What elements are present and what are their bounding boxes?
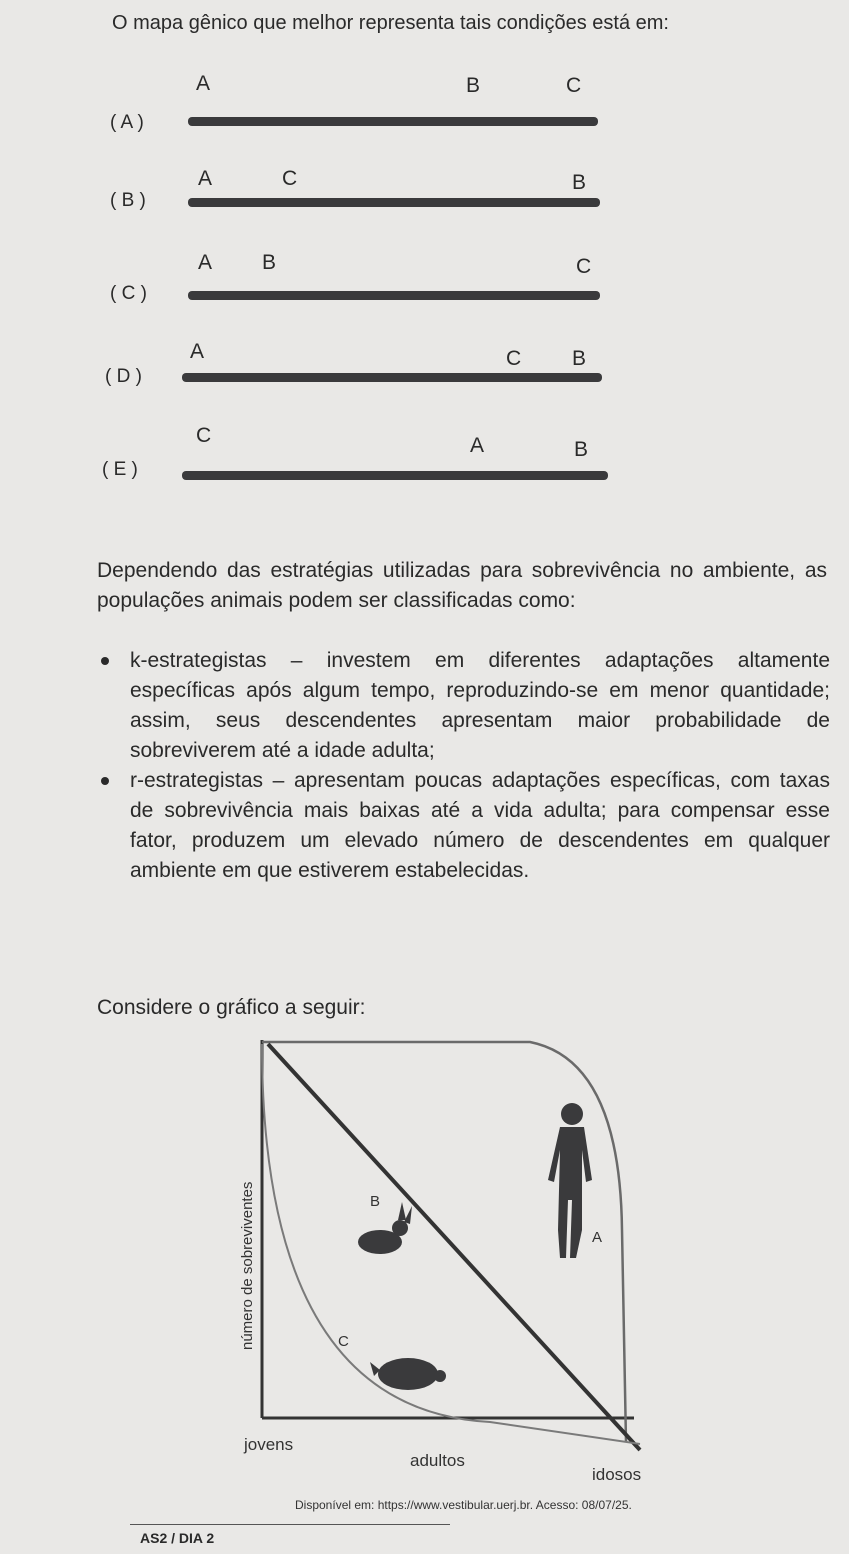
list-item — [97, 766, 830, 886]
curve-label-a: A — [592, 1229, 603, 1246]
option-c-gene-3: C — [576, 255, 592, 278]
x-label-idosos: idosos — [592, 1465, 642, 1484]
option-d-label[interactable]: ( D ) — [105, 366, 142, 387]
y-axis-label: número de sobreviventes — [239, 1181, 256, 1350]
survivorship-chart — [230, 1030, 660, 1490]
option-d-gene-1: A — [190, 340, 205, 363]
option-e-chromosome — [182, 471, 608, 480]
rabbit-icon — [358, 1202, 412, 1254]
bullet-icon — [101, 777, 109, 785]
footer-divider — [130, 1524, 450, 1525]
list-item — [97, 646, 830, 766]
option-c-label[interactable]: ( C ) — [110, 283, 147, 304]
option-b-chromosome — [188, 198, 600, 207]
option-a-gene-3: C — [566, 74, 582, 97]
option-e-gene-2: A — [470, 434, 485, 457]
question-intro: O mapa gênico que melhor representa tais condições está em: — [112, 12, 669, 34]
r-strategist-text: r-estrategistas – apresentam poucas adaptações específicas, com taxas de sobrevivência mais baixas até a vida adulta; para compensar esse fator, produzem um elevado número de descendentes em qualquer ambiente em que estiverem estabelecidas. — [130, 769, 830, 882]
footer-label: AS2 / DIA 2 — [140, 1530, 215, 1546]
option-a-gene-1: A — [196, 72, 211, 95]
option-e-label[interactable]: ( E ) — [102, 459, 138, 480]
x-label-adultos: adultos — [410, 1451, 465, 1470]
strategies-paragraph: Dependendo das estratégias utilizadas para sobrevivência no ambiente, as populações animais podem ser classificadas como: — [97, 559, 827, 612]
option-d-gene-2: C — [506, 347, 522, 370]
consider-text: Considere o gráfico a seguir: — [97, 996, 366, 1019]
option-a-gene-2: B — [466, 74, 481, 97]
option-a-chromosome — [188, 117, 598, 126]
option-c-chromosome — [188, 291, 600, 300]
source-citation: Disponível em: https://www.vestibular.uerj.br. Acesso: 08/07/25. — [295, 1498, 632, 1512]
option-c-gene-2: B — [262, 251, 277, 274]
option-a-label[interactable]: ( A ) — [110, 112, 144, 133]
option-d-gene-3: B — [572, 347, 587, 370]
option-e-gene-1: C — [196, 424, 212, 447]
x-label-jovens: jovens — [244, 1435, 294, 1454]
option-d-chromosome — [182, 373, 602, 382]
curve-b — [268, 1044, 640, 1450]
k-strategist-text: k-estrategistas – investem em diferentes adaptações altamente específicas após algum tempo, reproduzindo-se em menor quantidade; assim, seus descendentes apresentam maior probabilidade de sobreviverem até a idade adulta; — [130, 649, 830, 762]
curve-label-b: B — [370, 1193, 381, 1210]
bullet-icon — [101, 657, 109, 665]
option-b-gene-1: A — [198, 167, 213, 190]
curve-label-c: C — [338, 1333, 349, 1350]
option-e-gene-3: B — [574, 438, 589, 461]
option-b-gene-3: B — [572, 171, 587, 194]
turtle-icon — [370, 1358, 446, 1390]
strategies-list — [97, 646, 830, 886]
option-c-gene-1: A — [198, 251, 213, 274]
option-b-gene-2: C — [282, 167, 298, 190]
option-b-label[interactable]: ( B ) — [110, 190, 146, 211]
human-icon — [548, 1103, 592, 1258]
